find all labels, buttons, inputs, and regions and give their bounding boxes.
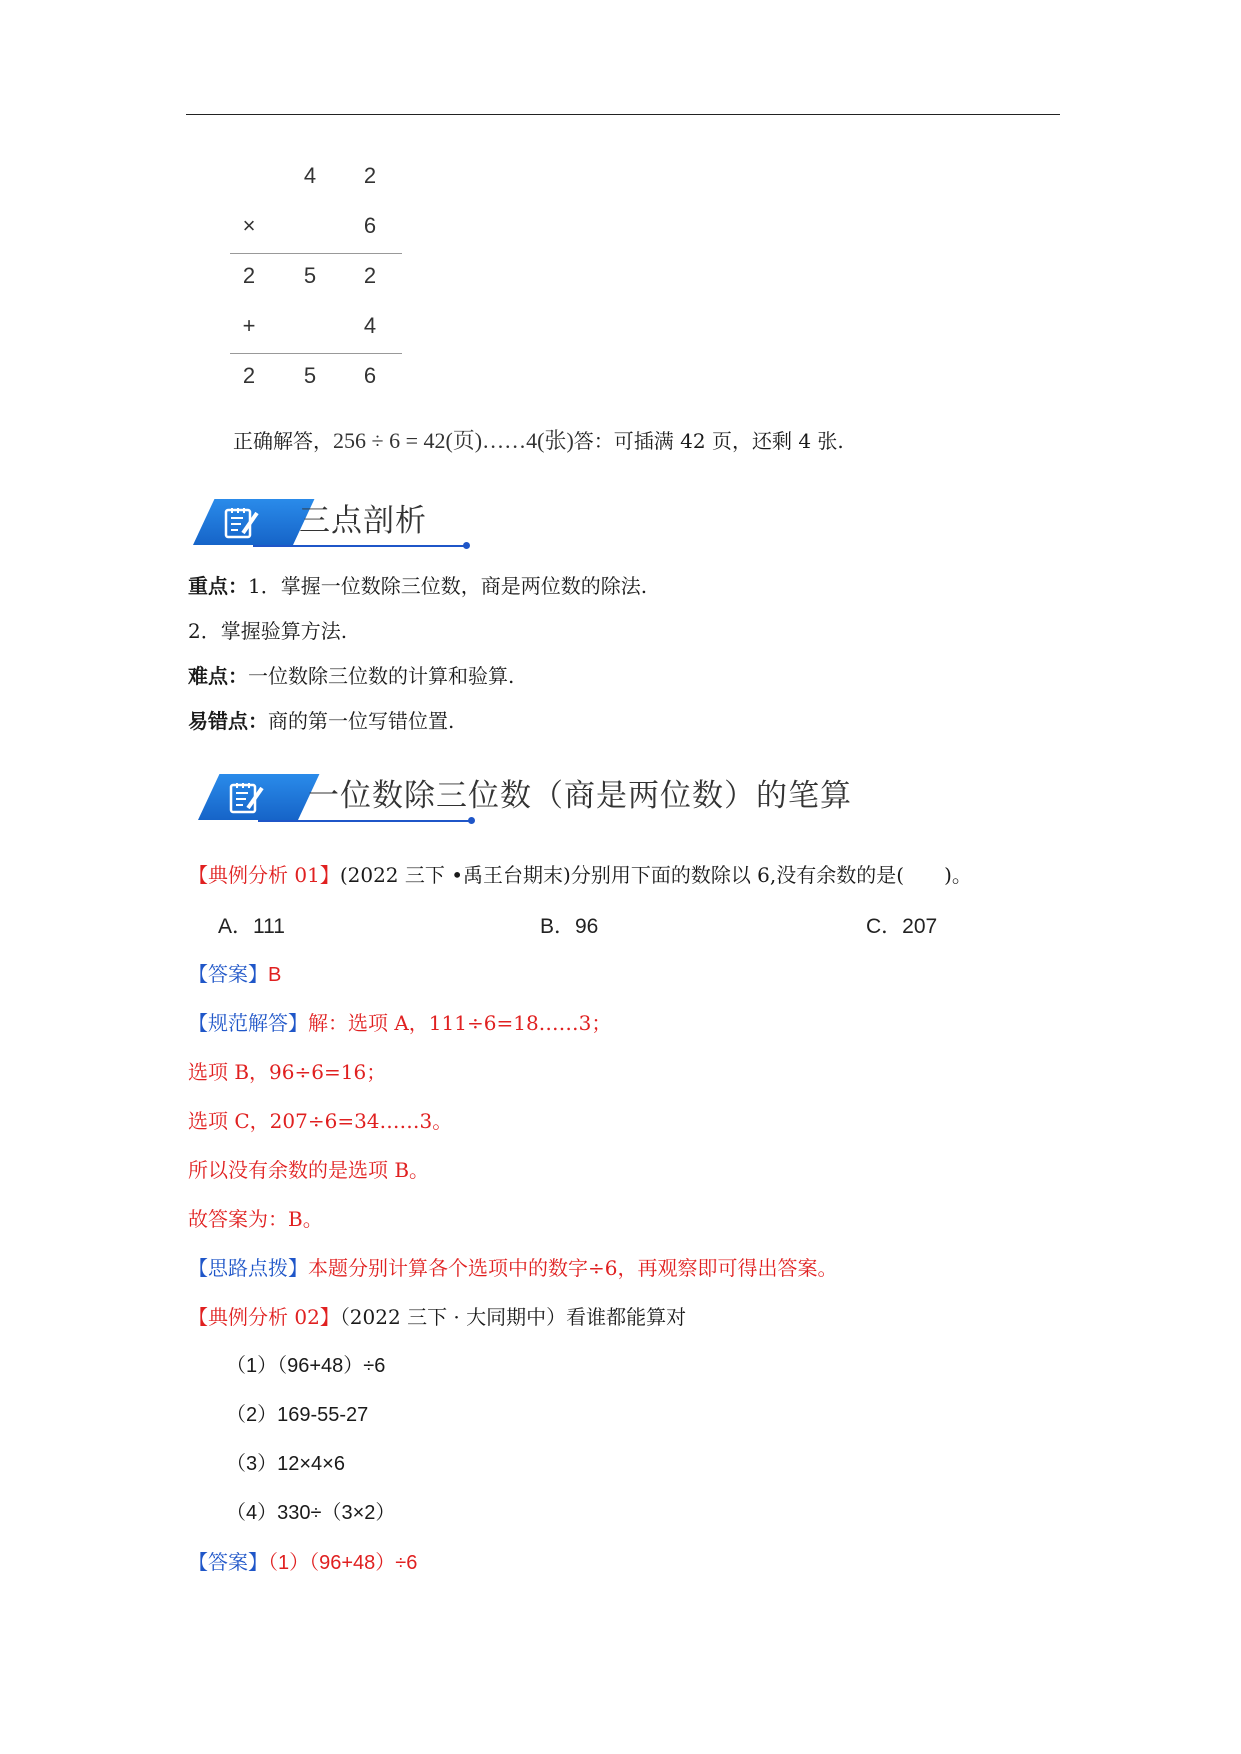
solution-line-2: 选项 B，96÷6=16； — [188, 1060, 387, 1084]
answer-tag: 【答案】 — [188, 962, 268, 986]
section-title: 三点剖析 — [299, 503, 427, 539]
section-banner-1 — [193, 495, 493, 555]
solution-line-3: 选项 C，207÷6=34……3。 — [188, 1109, 453, 1133]
vertical-calculation — [230, 155, 402, 405]
solution-line-1 — [188, 1009, 611, 1037]
calc-row — [230, 305, 402, 355]
calc-cell: 6 — [363, 363, 377, 388]
calc-cell: 2 — [363, 263, 377, 288]
calc-row — [230, 355, 402, 405]
check-prefix: 正确解答， — [233, 429, 333, 453]
banner-dot — [468, 817, 475, 824]
answer-text: （1）（96+48）÷6 — [268, 1552, 418, 1574]
point-text: 商的第一位写错位置. — [268, 709, 455, 733]
calc-row — [230, 155, 402, 205]
check-line — [233, 427, 844, 455]
calc-rule — [230, 353, 402, 354]
key-point-1 — [188, 572, 647, 600]
answer-tag: 【答案】 — [188, 1550, 268, 1574]
difficulty-point — [188, 662, 514, 690]
point-label: 易错点： — [188, 709, 268, 733]
calc-cell: 2 — [242, 363, 256, 388]
hint-tag: 【思路点拨】 — [188, 1256, 308, 1280]
solution-line-4: 所以没有余数的是选项 B。 — [188, 1158, 430, 1182]
calc-row — [230, 205, 402, 255]
option-a: A．111 — [218, 915, 285, 938]
solution-text: 解：选项 A，111÷6=18……3； — [308, 1011, 612, 1035]
example-tag: 【典例分析 01】 — [188, 863, 340, 887]
calc-cell: 5 — [303, 263, 317, 288]
example-tag: 【典例分析 02】 — [188, 1305, 340, 1329]
calc-cell: 6 — [363, 213, 377, 238]
point-label: 难点： — [188, 664, 248, 688]
point-text: 1．掌握一位数除三位数，商是两位数的除法. — [248, 574, 648, 598]
option-c: C．207 — [866, 915, 938, 938]
mistake-point — [188, 707, 454, 735]
point-text: 2．掌握验算方法. — [188, 619, 348, 643]
hint-text: 本题分别计算各个选项中的数字÷6，再观察即可得出答案。 — [308, 1256, 838, 1280]
example2-question — [188, 1303, 686, 1331]
banner-dot — [463, 542, 470, 549]
key-point-2 — [188, 617, 347, 645]
exercise-item: （2）169-55-27 — [226, 1404, 369, 1426]
calc-cell: × — [242, 213, 256, 238]
exercise-item: （3）12×4×6 — [226, 1453, 345, 1475]
section-banner-2 — [198, 770, 852, 830]
calc-rule — [230, 253, 402, 254]
calc-cell: 5 — [303, 363, 317, 388]
example1-hint — [188, 1254, 837, 1282]
calc-cell: 2 — [242, 263, 256, 288]
question-text: (2022 三下 •禹王台期末)分别用下面的数除以 6,没有余数的是( )。 — [339, 863, 972, 887]
exercise-item: （1）（96+48）÷6 — [226, 1355, 386, 1377]
calc-cell: + — [242, 313, 256, 338]
example2-answer — [188, 1548, 417, 1577]
solution-tag: 【规范解答】 — [188, 1011, 308, 1035]
calc-cell: 4 — [303, 163, 317, 188]
point-text: 一位数除三位数的计算和验算. — [248, 664, 515, 688]
solution-line-5: 故答案为：B。 — [188, 1207, 323, 1231]
banner-underline — [253, 545, 465, 547]
option-b: B．96 — [540, 915, 599, 938]
banner-underline — [258, 820, 470, 822]
exercise-item: （4）330÷（3×2） — [226, 1502, 396, 1524]
point-label: 重点： — [188, 574, 248, 598]
question-text: （2022 三下 · 大同期中）看谁都能算对 — [339, 1305, 687, 1329]
notepad-pencil-icon — [228, 781, 266, 815]
calc-cell: 2 — [363, 163, 377, 188]
notepad-pencil-icon — [223, 506, 261, 540]
example1-question — [188, 861, 972, 889]
answer-text: B — [268, 964, 282, 986]
header-rule — [186, 114, 1060, 115]
calc-cell: 4 — [363, 313, 377, 338]
section-title: 一位数除三位数（商是两位数）的笔算 — [308, 778, 852, 814]
check-formula: 256 ÷ 6 = 42(页)……4(张) — [333, 428, 574, 453]
check-answer: 答：可插满 42 页，还剩 4 张. — [573, 429, 844, 453]
calc-row — [230, 255, 402, 305]
example1-answer — [188, 960, 281, 989]
